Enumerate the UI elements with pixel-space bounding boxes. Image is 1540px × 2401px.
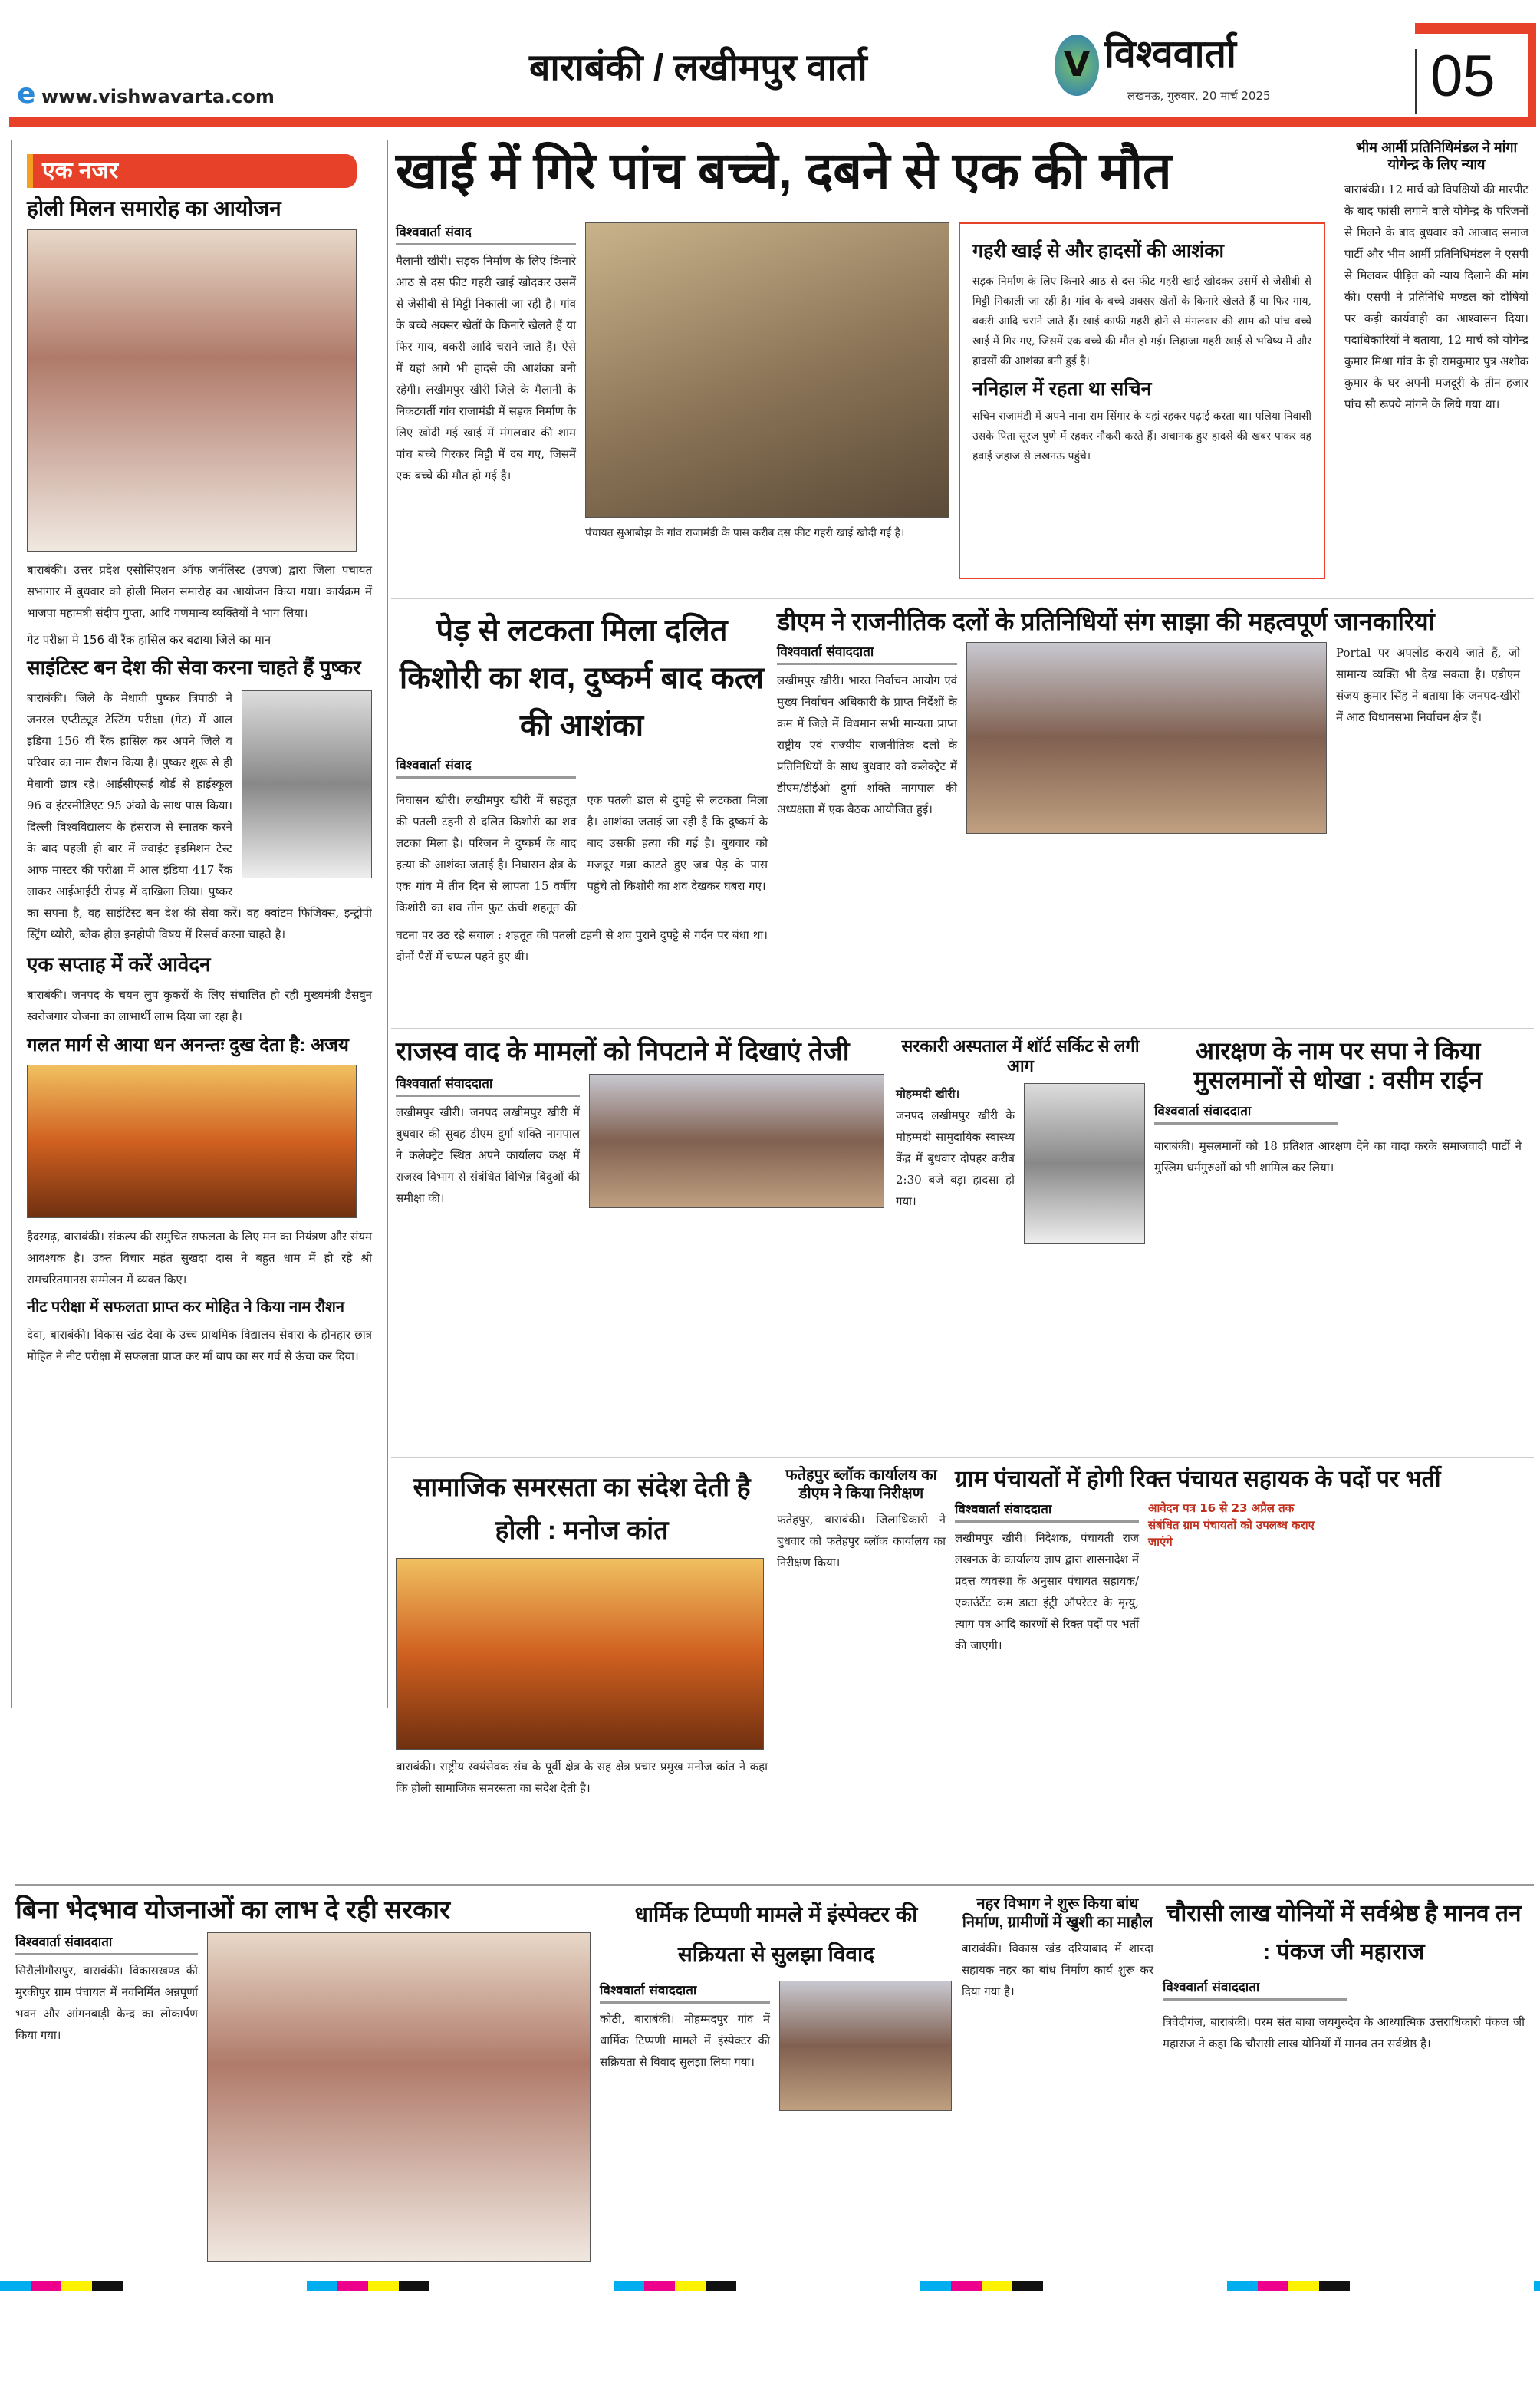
logo-text: विश्ववार्ता xyxy=(1104,32,1236,75)
page-number: 05 xyxy=(1430,44,1496,109)
pushkar-title: साइंटिस्ट बन देश की सेवा करना चाहते हैं पुष्कर xyxy=(27,655,361,679)
dm-headline: डीएम ने राजनीतिक दलों के प्रतिनिधियों संग साझा की महत्वपूर्ण जानकारियां xyxy=(777,608,1435,635)
masthead xyxy=(0,0,1540,129)
tree-text: निघासन खीरी। लखीमपुर खीरी में सहतूत की पतली टहनी से दलित किशोरी का शव लटका मिला है। परिजन ने दुष्कर्म के बाद हत्या की आशंका जताई है। निघासन क्षेत्र के एक गांव में तीन दिन से लापता 15 वर्षीय किशोरी का शव तीन फुट ऊंची शहतूत की एक पतली डाल से दुपट्टे से लटकता मिला है। आशंका जताई जा रही है कि दुष्कर्म के बाद उसकी हत्या की गई है। बुधवार को मजदूर गन्ना काटते हुए जब पेड़ के पास पहुंचे तो किशोरी का शव देखकर घबरा गए। xyxy=(396,793,768,914)
reservation-byline: विश्ववार्ता संवाददाता xyxy=(1154,1102,1338,1125)
holi-milan-title: होली मिलन समारोह का आयोजन xyxy=(27,196,281,220)
browser-e-icon: e xyxy=(17,78,36,110)
header-red-bar xyxy=(9,117,1535,127)
lead-sidebar-box xyxy=(959,222,1325,579)
tree-headline: पेड़ से लटकता मिला दलित किशोरी का शव, दुष्कर्म बाद कत्ल की आशंका xyxy=(399,614,765,743)
neet-text: देवा, बाराबंकी। विकास खंड देवा के उच्च प्राथमिक विद्यालय सेवारा के होनहार छात्र मोहित ने नीट परीक्षा में सफलता प्राप्त कर माँ बाप का सर गर्व से ऊंचा कर दिया। xyxy=(27,1327,372,1363)
manoj-kant-photo xyxy=(396,1558,764,1750)
page-number-box xyxy=(1415,23,1536,127)
revenue-byline: विश्ववार्ता संवाददाता xyxy=(396,1074,580,1097)
box-heading-2: ननिहाल में रहता था सचिन xyxy=(972,378,1152,400)
reservation-text: बाराबंकी। मुसलमानों को 18 प्रतिशत आरक्षण देने का वादा करके समाजवादी पार्टी ने मुस्लिम धर्मगुरुओं को भी शामिल कर लिया। xyxy=(1154,1138,1522,1174)
avedan-title: एक सप्ताह में करें आवेदन xyxy=(27,952,211,976)
fatehpur-headline: फतेहपुर ब्लॉक कार्यालय का डीएम ने किया निरीक्षण xyxy=(785,1467,937,1502)
tree-byline: विश्ववार्ता संवाद xyxy=(396,756,576,779)
hospital-text: जनपद लखीमपुर खीरी के मोहम्मदी सामुदायिक स्वास्थ्य केंद्र में बुधवार दोपहर करीब 2:30 बजे बड़ा हादसा हो गया। xyxy=(896,1108,1015,1208)
revenue-text: लखीमपुर खीरी। जनपद लखीमपुर खीरी में बुधवार की सुबह डीएम दुर्गा शक्ति नागपाल ने कलेक्ट्रेट स्थित अपने कार्यालय कक्ष में राजस्व विभाग से संबंधित विभिन्न बिंदुओं की समीक्षा की। xyxy=(396,1105,580,1205)
hospital-photo xyxy=(1024,1083,1145,1244)
holi-milan-text: बाराबंकी। उत्तर प्रदेश एसोसिएशन ऑफ जर्नलिस्ट (उपज) द्वारा जिला पंचायत सभागार में बुधवार को होली मिलन समारोह का आयोजन किया गया। कार्यक्रम में भाजपा महामंत्री संदीप गुप्ता, आदि गणमान्य व्यक्तियों ने भाग लिया। xyxy=(27,562,372,620)
chaurasi-byline: विश्ववार्ता संवाददाता xyxy=(1163,1978,1347,2001)
color-registration-bar xyxy=(0,2281,1540,2291)
dharmik-headline: धार्मिक टिप्पणी मामले में इंस्पेक्टर की सक्रियता से सुलझा विवाद xyxy=(634,1902,918,1966)
ek-nazar-column xyxy=(11,140,388,1708)
hospital-headline: सरकारी अस्पताल में शॉर्ट सर्किट से लगी आग xyxy=(901,1036,1140,1076)
lead-photo xyxy=(585,222,949,518)
bhim-army-title: भीम आर्मी प्रतिनिधिमंडल ने मांगा योगेन्द्र के लिए न्याय xyxy=(1355,140,1518,172)
gram-panchayat-headline: ग्राम पंचायतों में होगी रिक्त पंचायत सहायक के पदों पर भर्ती xyxy=(955,1467,1441,1492)
hospital-dateline: मोहम्मदी खीरी। xyxy=(896,1086,960,1101)
avedan-text: बाराबंकी। जनपद के चयन लुप कुकरों के लिए संचालित हो रही मुख्यमंत्री डैसवुन स्वरोजगार योजना का लाभार्थी लाभ दिया जा रहा है। xyxy=(27,987,372,1023)
tree-subhead-text: घटना पर उठ रहे सवाल : शहतूत की पतली टहनी से शव पुराने दुपट्टे से गर्दन पर बंधा था। दोनों पैरों में चप्पल पहने हुए थी। xyxy=(396,928,768,963)
gram-text: लखीमपुर खीरी। निदेशक, पंचायती राज लखनऊ के कार्यालय ज्ञाप द्वारा शासनादेश में प्रदत्त व्यवस्था के अनुसार पंचायत सहायक/एकाउंटेंट कम डाटा इंट्री ऑपरेटर के मृत्यु, त्याग पत्र आदि कारणों से रिक्त पदों पर भर्ती की जाएगी। xyxy=(955,1531,1139,1652)
lead-byline: विश्ववार्ता संवाद xyxy=(396,222,576,245)
dharmik-byline: विश्ववार्ता संवाददाता xyxy=(600,1981,770,2004)
lead-caption: पंचायत सुआबोझ के गांव राजामंडी के पास करीब दस फीट गहरी खाई खोदी गई है। xyxy=(585,527,905,539)
pushkar-text: बाराबंकी। जिले के मेधावी पुष्कर त्रिपाठी ने जनरल एप्टीट्यूड टेस्टिंग परीक्षा (गेट) में आल इंडिया 156 वीं रैंक हासिल कर अपने जिले व परिवार का नाम रौशन किया है। पुष्कर शुरू से ही मेधावी छात्र रहे। आईसीएसई बोर्ड से हाईस्कूल 96 व इंटरमीडिएट 95 अंको के साथ पास किया। दिल्ली विश्वविद्यालय के हंसराज से स्नातक करने के बाद पहली ही बार में ज्वाइंट इडमिशन टेस्ट आफ मास्टर की परीक्षा में आल इंडिया 417 रैंक लाकर आईआईटी रोपड़ में दाखिला लिया। पुष्कर का सपना है, वह साइंटिस्ट बन देश की सेवा करें। वह क्वांटम फिजिक्स, इन्ट्रोपी स्ट्रिंग थ्योरी, ब्लैक होल इनहोपी विषय में रिसर्च करना चाहते है। xyxy=(27,690,372,941)
section-title: बाराबंकी / लखीमपुर वार्ता xyxy=(529,48,867,88)
holi-samrasta-headline: सामाजिक समरसता का संदेश देती है होली : मनोज कांत xyxy=(413,1473,751,1545)
pushkar-photo xyxy=(242,690,372,878)
dharmik-text: कोठी, बाराबंकी। मोहम्मदपुर गांव में धार्मिक टिप्पणी मामले में इंस्पेक्टर की सक्रियता से विवाद सुलझा लिया गया। xyxy=(600,2012,770,2069)
revenue-headline: राजस्व वाद के मामलों को निपटाने में दिखाएं तेजी xyxy=(396,1037,850,1066)
nahar-text: बाराबंकी। विकास खंड दरियाबाद में शारदा सहायक नहर का बांध निर्माण कार्य शुरू कर दिया गया है। xyxy=(962,1942,1153,1998)
chaurasi-text: त्रिवेदीगंज, बाराबंकी। परम संत बाबा जयगुरुदेव के आध्यात्मिक उत्तराधिकारी पंकज जी महाराज ने कहा कि चौरासी लाख योनियों में मानव तन सर्वश्रेष्ठ है। xyxy=(1163,2015,1525,2050)
bina-text: सिरौलीगौसपुर, बाराबंकी। विकासखण्ड की मुरकीपुर ग्राम पंचायत में नवनिर्मित अन्नपूर्णा भवन और आंगनबाड़ी केन्द्र का लोकार्पण किया गया। xyxy=(15,1963,198,2042)
bhim-army-text: बाराबंकी। 12 मार्च को विपक्षियों की मारपीट के बाद फांसी लगाने वाले योगेन्द्र के परिजनों से मिलने के बाद बुधवार को आजाद समाज पार्टी और भीम आर्मी प्रतिनिधिमंडल ने एसपी से मिलकर पीड़ित को न्याय दिलाने की मांग की। एसपी ने प्रतिनिधि मण्डल को दोषियों पर कड़ी कार्यवाही का आश्वासन दिया। पदाधिकारियों ने बताया, 12 मार्च को योगेन्द्र कुमार मिश्रा गांव के ही रामकुमार पुत्र अशोक कुमार के घर अपनी मजदूरी के तीन हजार पांच सौ रूपये मांगने के लिये गया था। xyxy=(1344,183,1528,412)
website-url[interactable]: www.vishwavarta.com xyxy=(41,86,275,107)
nahar-headline: नहर विभाग ने शुरू किया बांध निर्माण, ग्रामीणों में खुशी का माहौल xyxy=(962,1895,1153,1931)
ajay-title: गलत मार्ग से आया धन अनन्तः दुख देता है: अजय xyxy=(27,1034,349,1056)
revenue-photo xyxy=(589,1074,884,1208)
bina-bhedbhav-headline: बिना भेदभाव योजनाओं का लाभ दे रही सरकार xyxy=(15,1895,450,1925)
fatehpur-text: फतेहपुर, बाराबंकी। जिलाधिकारी ने बुधवार को फतेहपुर ब्लॉक कार्यालय का निरीक्षण किया। xyxy=(777,1513,946,1569)
chaurasi-headline: चौरासी लाख योनियों में सर्वश्रेष्ठ है मानव तन : पंकज जी महाराज xyxy=(1166,1901,1522,1965)
bina-photo xyxy=(207,1932,591,2262)
holi-samrasta-text: बाराबंकी। राष्ट्रीय स्वयंसेवक संघ के पूर्वी क्षेत्र के सह क्षेत्र प्रचार प्रमुख मनोज कांत ने कहा कि होली सामाजिक समरसता का संदेश देती है। xyxy=(396,1760,768,1795)
box-text-1: सड़क निर्माण के लिए किनारे आठ से दस फीट गहरी खाई खोदकर उसमें से जेसीबी से मिट्टी निकाली जा रही है। गांव के बच्चे अक्सर खेतों के किनारे खेलते हैं या फिर गाय, बकरी आदि चराने जाते हैं। खाई काफी गहरी होने से मंगलवार की शाम को पांच बच्चे खाई में गिर गए, जिसमें एक बच्चे की मौत हो गई। लिहाजा गहरी खाई से भविष्य में और हादसों की आशंका बनी हुई है। xyxy=(972,275,1311,367)
gram-highlight: आवेदन पत्र 16 से 23 अप्रैल तक संबंधित ग्राम पंचायतों को उपलब्ध कराए जाएंगे xyxy=(1148,1501,1315,1549)
dm-text: लखीमपुर खीरी। भारत निर्वाचन आयोग एवं मुख्य निर्वाचन अधिकारी के प्राप्त निर्देशों के क्रम में जिले में विधमान सभी मान्यता प्राप्त राष्ट्रीय एवं राज्यीय राजनीतिक दलों के प्रतिनिधियों के साथ बुधवार को कलेक्ट्रेट में डीएम/डीईओ दुर्गा शक्ति नागपाल की अध्यक्षता में एक बैठक आयोजित हुई। xyxy=(777,674,957,817)
dharmik-photo xyxy=(779,1981,952,2111)
ajay-photo xyxy=(27,1065,357,1218)
holi-milan-photo xyxy=(27,229,357,552)
dm-side-text: Portal पर अपलोड कराये जाते हैं, जो सामान्य व्यक्ति भी देख सकता है। एडीएम संजय कुमार सिंह ने बताया कि जनपद-खीरी में आठ विधानसभा निर्वाचन क्षेत्र हैं। xyxy=(1336,646,1520,725)
gram-byline: विश्ववार्ता संवाददाता xyxy=(955,1500,1139,1523)
box-heading-1: गहरी खाई से और हादसों की आशंका xyxy=(972,240,1224,262)
pushkar-kicker: गेट परीक्षा मे 156 वीं रैंक हासिल कर बढाया जिले का मान xyxy=(27,632,271,647)
dateline: लखनऊ, गुरुवार, 20 मार्च 2025 xyxy=(1127,89,1271,103)
neet-title: नीट परीक्षा में सफलता प्राप्त कर मोहित ने किया नाम रौशन xyxy=(27,1298,344,1316)
dm-meeting-photo xyxy=(966,642,1327,834)
bina-byline: विश्ववार्ता संवाददाता xyxy=(15,1932,198,1955)
logo-emblem: V xyxy=(1055,35,1099,96)
lead-headline: खाई में गिरे पांच बच्चे, दबने से एक की मौत xyxy=(396,142,1172,199)
ek-nazar-label: एक नजर xyxy=(27,154,357,188)
ajay-text: हैदरगढ़, बाराबंकी। संकल्प की समुचित सफलता के लिए मन का नियंत्रण और संयम आवश्यक है। उक्त विचार महंत सुखदा दास ने बहुत धाम में हो रहे श्री रामचरितमानस सम्मेलन में व्यक्त किए। xyxy=(27,1229,372,1286)
reservation-headline: आरक्षण के नाम पर सपा ने किया मुसलमानों से धोखा : वसीम राईन xyxy=(1193,1037,1482,1095)
lead-text: मैलानी खीरी। सड़क निर्माण के लिए किनारे आठ से दस फीट गहरी खाई खोदकर उसमें से जेसीबी से मिट्टी निकाली जा रही है। गांव के बच्चे अक्सर खेतों के किनारे खेलते हैं या फिर गाय, बकरी आदि चराने जाते हैं। ऐसे में यहां आगे भी हादसे की आशंका बनी रहेगी। लखीमपुर खीरी जिले के मैलानी के निकटवर्ती गांव राजामंडी में सड़क निर्माण के लिए खोदी गई खाई में मंगलवार की शाम पांच बच्चे गिरकर मिट्टी में दब गए, जिसमें एक बच्चे की मौत हो गई है। xyxy=(396,254,576,483)
dm-byline: विश्ववार्ता संवाददाता xyxy=(777,642,957,665)
box-text-2: सचिन राजामंडी में अपने नाना राम सिंगार के यहां रहकर पढ़ाई करता था। पलिया निवासी उसके पिता सूरज पुणे में रहकर नौकरी करते हैं। अचानक हुए हादसे की खबर पाकर वह हवाई जहाज से लखनऊ पहुंचे। xyxy=(972,410,1311,463)
